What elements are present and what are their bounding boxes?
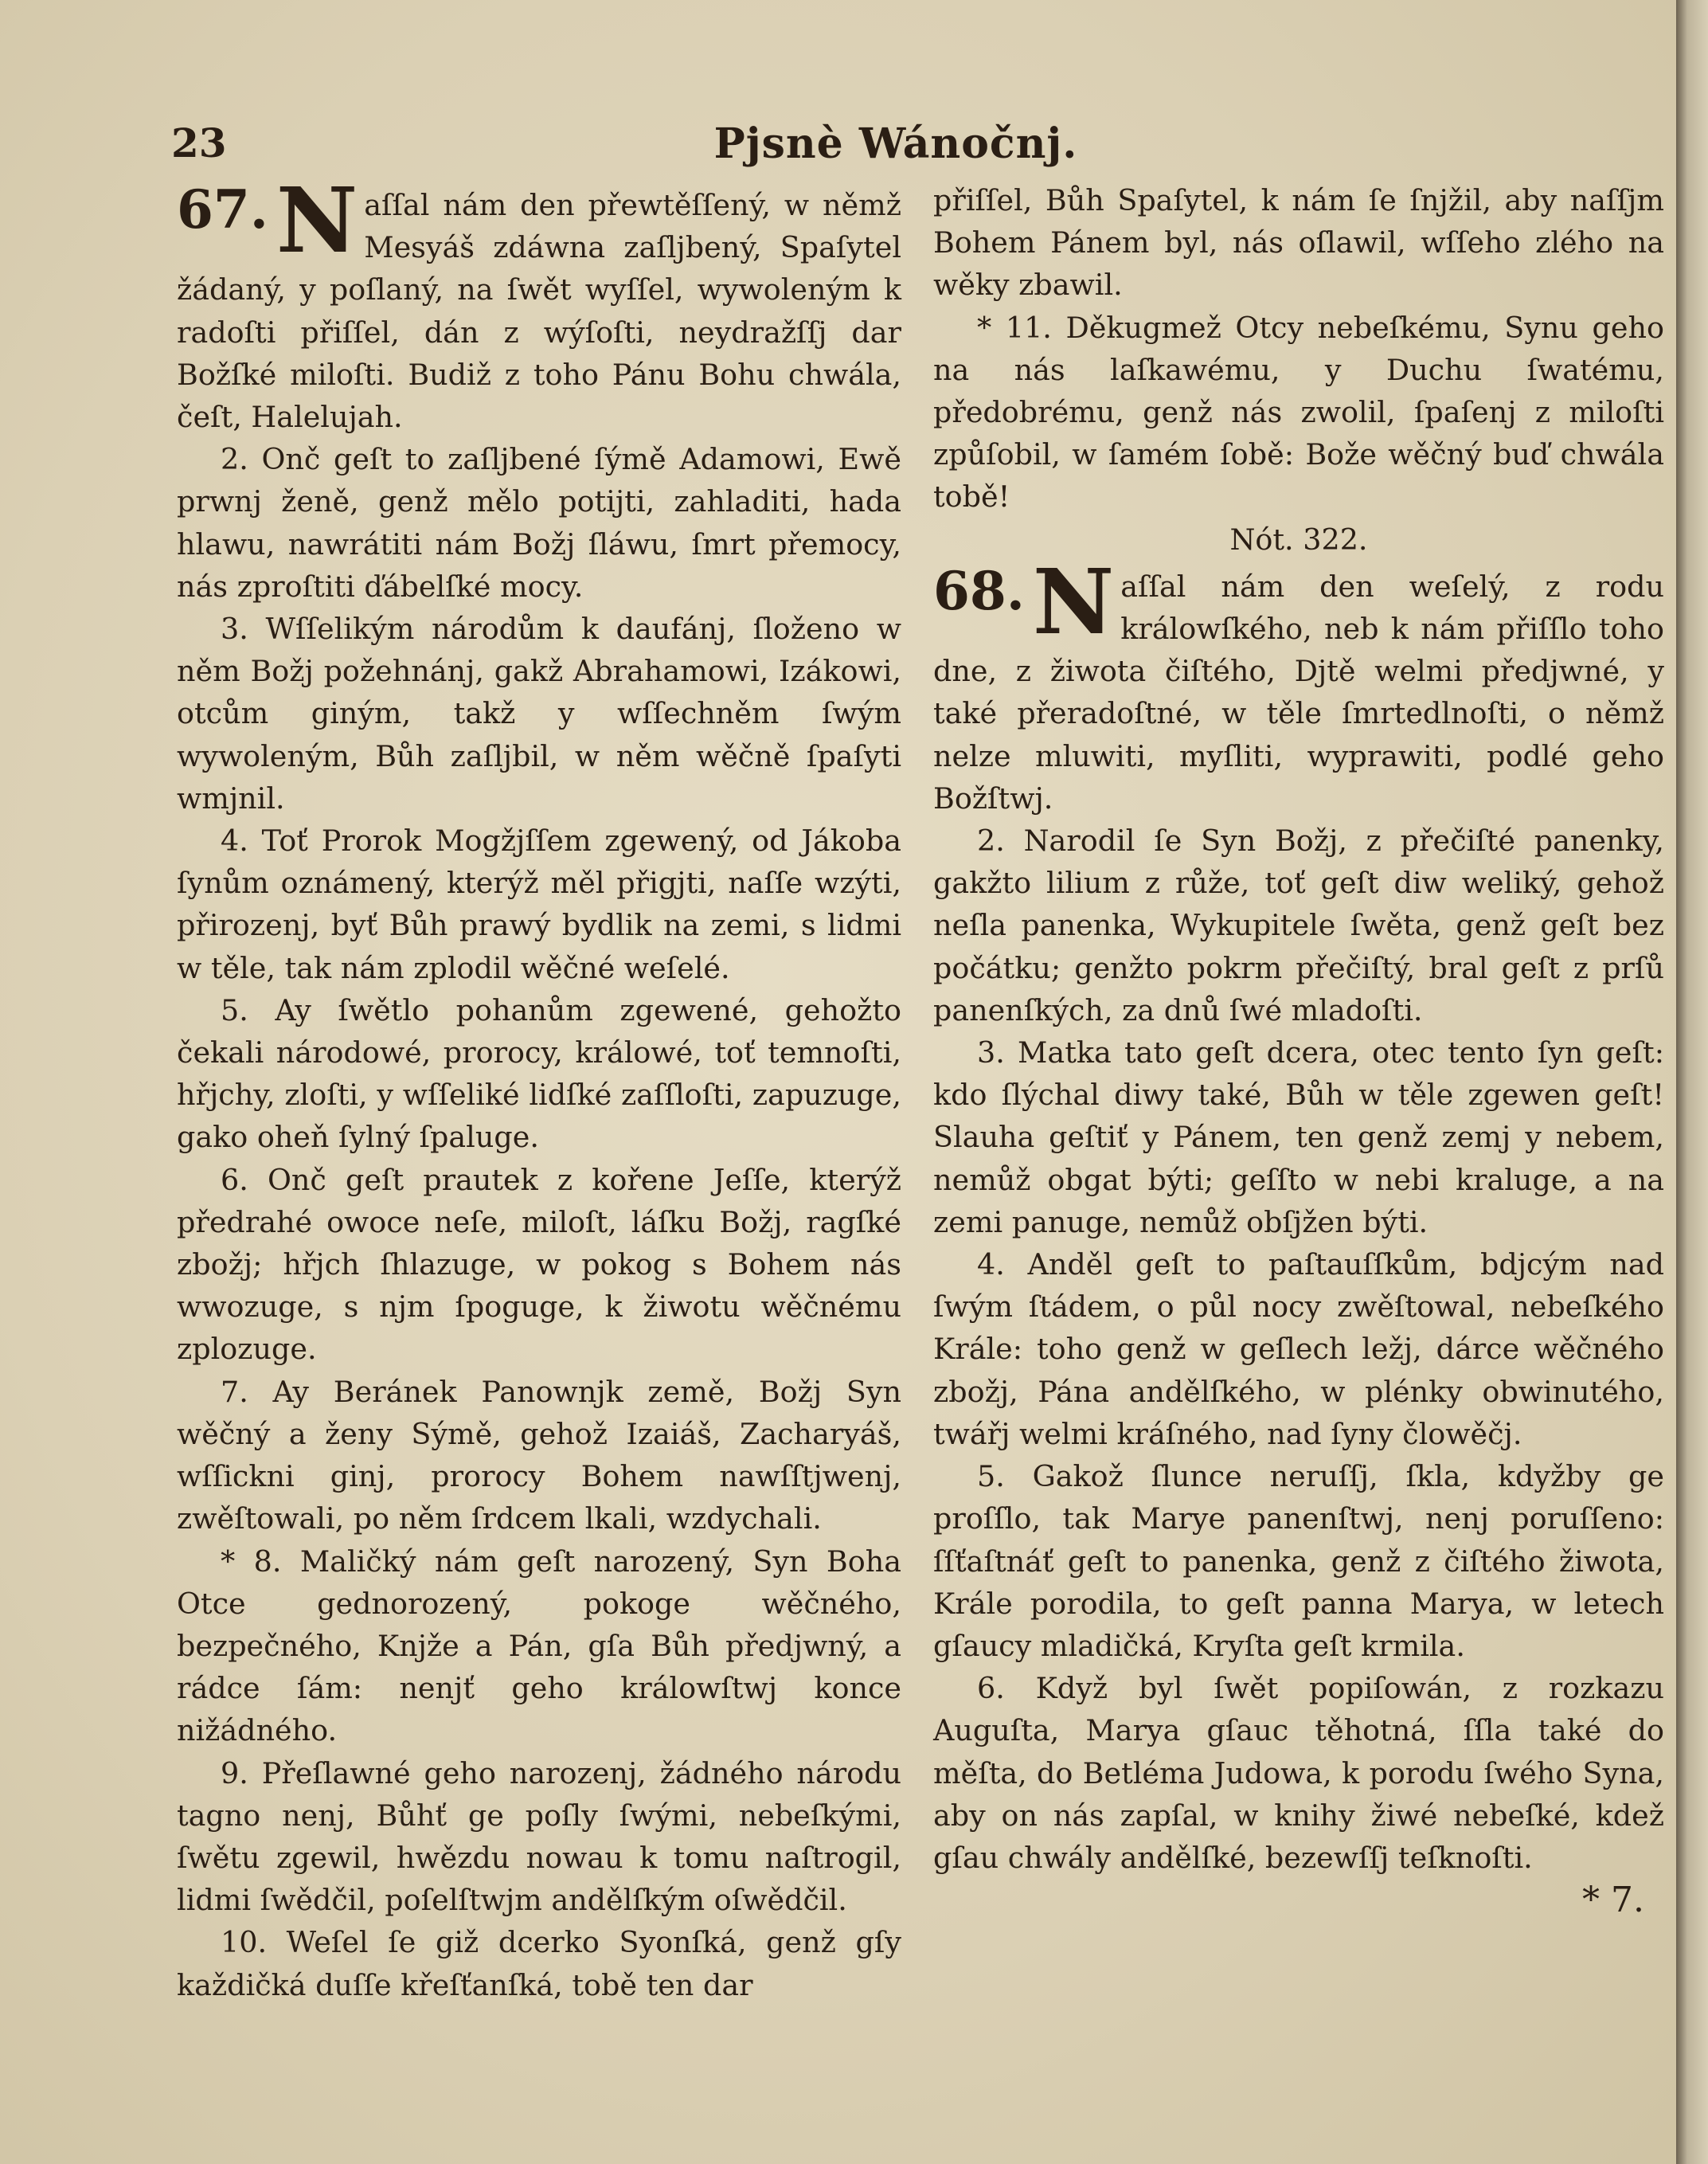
hymn-number: 68. <box>933 559 1025 622</box>
page-header <box>171 119 1620 175</box>
verse-4: 4. Toť Prorok Mogžjſſem zgewený, od Jákoba ſynům oznámený, kterýž měl přigjti, naſſe wzýti, přirozenj, byť Bůh prawý bydlik na zemi, s lidmi w těle, tak nám zplodil wěčné weſelé. <box>177 824 901 985</box>
drop-cap: N <box>276 169 358 273</box>
hymn-67 <box>177 169 901 438</box>
verse-1: aſſal nám den přewtěſſený, w němž Mesyáš zdáwna zaſljbený, Spaſytel žádaný, y poſlaný, na ſwět wyſſel, wywoleným k radoſti přiſſel, dán z wýſoſti, neydražſſj dar Božſké miloſti. Budiž z toho Pánu Bohu chwála, čeſt, Halelujah. <box>177 188 901 435</box>
drop-cap: N <box>1032 550 1115 655</box>
verse-10-continuation: přiſſel, Bůh Spaſytel, k nám ſe ſnjžil, aby naſſjm Bohem Pánem byl, nás oſlawil, wſſeho zlého na wěky zbawil. <box>933 183 1664 303</box>
verse-2: 2. Narodil ſe Syn Božj, z přečiſté panenky, gakžto lilium z růže, toť geſt diw weliký, gehož neſla panenka, Wykupitele ſwěta, genž geſt bez počátku; genžto pokrm přečiſtý, bral geſt z prſů panenſkých, za dnů ſwé mladoſti. <box>933 824 1664 1027</box>
verse-6: 6. Onč geſt prautek z kořene Jeſſe, kterýž předrahé owoce neſe, miloſt, láſku Božj, ragſké zbožj; hřjch ſhlazuge, w pokog s Bohem nás wwozuge, s njm ſpoguge, k žiwotu wěčnému zplozuge. <box>177 1162 901 1367</box>
verse-8: * 8. Maličký nám geſt narozený, Syn Boha Otce gednorozený, pokoge wěčného, bezpečného, Knjže a Pán, gſa Bůh předjwný, a rádce ſám: nenjť geho králowſtwj konce nižádného. <box>177 1544 901 1748</box>
verse-10: 10. Weſel ſe giž dcerko Syonſká, genž gſy každičká duſſe křeſťanſká, tobě ten dar <box>177 1925 901 2002</box>
verse-11: * 11. Děkugmež Otcy nebeſkému, Synu geho na nás laſkawému, y Duchu ſwatému, předobrému, genž nás zwolil, ſpaſenj z miloſti způſobil, w ſamém ſobě: Bože wěčný buď chwála tobě! <box>933 310 1664 515</box>
hymn-number: 67. <box>177 178 268 241</box>
running-title: Pjsnè Wánočnj. <box>713 119 1078 168</box>
book-spine <box>1676 0 1708 2164</box>
left-column <box>177 169 901 2006</box>
hymn-68 <box>933 550 1664 820</box>
tune-reference: Nót. 322. <box>1229 522 1368 557</box>
right-column <box>933 179 1664 1921</box>
verse-2: 2. Onč geſt to zaſljbené ſýmě Adamowi, Ewě prwnj ženě, genž mělo potijti, zahladiti, hada hlawu, nawrátiti nám Božj ſláwu, ſmrt přemocy, nás zproſtiti ďábelſké mocy. <box>177 442 901 604</box>
verse-4: 4. Anděl geſt to paſtauſſkům, bdjcým nad ſwým ſtádem, o půl nocy zwěſtowal, nebeſkého Krále: toho genž w geſlech ležj, dárce wěčného zbožj, Pána andělſkého, w plénky obwinutého, twářj welmi kráſného, nad ſyny člowěčj. <box>933 1247 1664 1451</box>
verse-3: 3. Wſſelikým národům k daufánj, ſloženo w něm Božj požehnánj, gakž Abrahamowi, Izákowi, otcům giným, takž y wſſechněm ſwým wywoleným, Bůh zaſljbil, w něm wěčně ſpaſyti wmjnil. <box>177 612 901 816</box>
verse-6: 6. Když byl ſwět popiſowán, z rozkazu Auguſta, Marya gſauc těhotná, ſſla také do měſta, do Betléma Judowa, k porodu ſwého Syna, aby on nás zapſal, w knihy žiwé nebeſké, kdež gſau chwály andělſké, bezewſſj teſknoſti. <box>933 1671 1664 1875</box>
verse-7: 7. Ay Beránek Panownjk země, Božj Syn wěčný a ženy Sýmě, gehož Izaiáš, Zacharyáš, wſſickni ginj, prorocy Bohem nawſſtjwenj, zwěſtowali, po něm ſrdcem lkali, wzdychali. <box>177 1374 901 1536</box>
verse-5: 5. Gakož ſlunce neruſſj, ſkla, kdyžby ge proſſlo, tak Marye panenſtwj, nenj poruſſeno: ſſťaſtnáť geſt to panenka, genž z čiſtého žiwota, Krále porodila, to geſt panna Marya, w letech gſaucy mladičká, Kryſta geſt krmila. <box>933 1459 1664 1663</box>
verse-1: aſſal nám den weſelý, z rodu králowſkého, neb k nám přiſſlo toho dne, z žiwota čiſtého, Djtě welmi předjwné, y také přeradoſtné, w těle ſmrtedlnoſti, o němž nelze mluwiti, myſliti, wyprawiti, podlé geho Božſtwj. <box>933 569 1664 816</box>
verse-5: 5. Ay ſwětlo pohanům zgewené, gehožto čekali národowé, prorocy, králowé, toť temnoſti, hřjchy, zloſti, y wſſeliké lidſké zaſſloſti, zapuzuge, gako oheň ſylný ſpaluge. <box>177 992 901 1155</box>
catchword: * 7. <box>1582 1880 1644 1921</box>
verse-3: 3. Matka tato geſt dcera, otec tento ſyn geſt: kdo ſlýchal diwy také, Bůh w těle zgewen geſt! Slauha geſtiť y Pánem, ten genž zemj y nebem, nemůž obgat býti; geſſto w nebi kraluge, a na zemi panuge, nemůž obſjžen býti. <box>933 1035 1664 1239</box>
verse-9: 9. Přeſlawné geho narozenj, žádného národu tagno nenj, Bůhť ge poſly ſwými, nebeſkými, ſwětu zgewil, hwězdu nowau k tomu naſtrogil, lidmi ſwědčil, poſelſtwjm andělſkým oſwědčil. <box>177 1755 901 1918</box>
page-number: 23 <box>171 119 227 166</box>
